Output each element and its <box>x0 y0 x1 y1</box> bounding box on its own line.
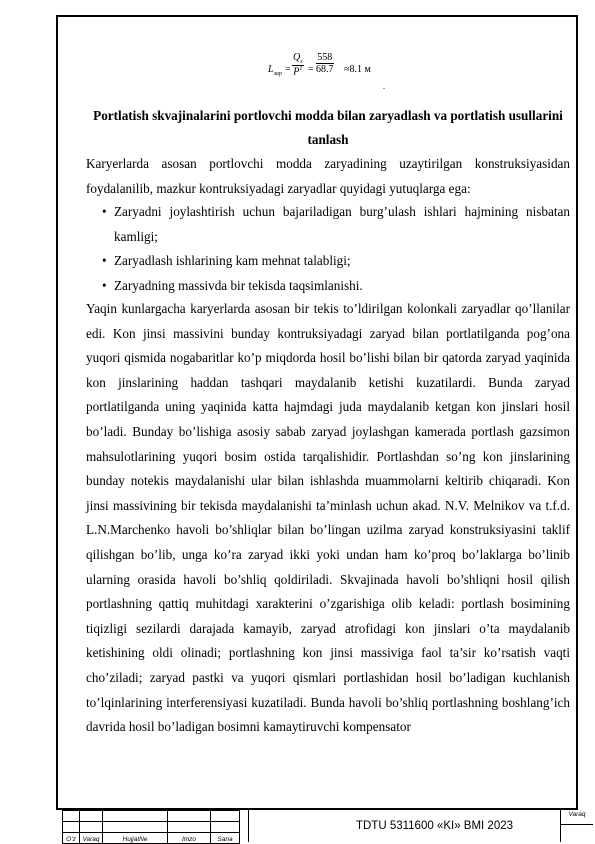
stamp-title: TDTU 5311600 «KI» BMI 2023 <box>248 810 595 842</box>
stamp-col-signature: Imzo <box>168 833 211 844</box>
formula <box>268 50 398 84</box>
formula-dot: . <box>383 82 385 91</box>
stamp-sheet-box <box>560 810 592 842</box>
bullet-icon: • <box>102 277 107 293</box>
bullet-icon: • <box>102 253 107 269</box>
stamp-col-date: Sana <box>211 833 240 844</box>
formula-lhs: $L_{зар}$ <box>268 64 282 77</box>
formula-equals-2: = <box>308 64 314 75</box>
title-block <box>62 810 592 842</box>
stamp-col-change: O’z <box>63 833 80 844</box>
stamp-col-doc: HujjatNe <box>103 833 168 844</box>
formula-fraction-symbolic: $\frac{Q_z}{P^1}$ <box>293 52 303 78</box>
section-heading: Portlatish skvajinalarini portlovchi modda bilan zaryadlash va portlatish usullarini tanlash <box>93 108 563 147</box>
stamp-col-sheet: Varaq <box>80 833 103 844</box>
list-item: • Zaryadni joylashtirish uchun bajariladigan burg’ulash ishlari hajmining nisbatan kamligi; <box>100 200 570 249</box>
stamp-sheet-label: Varaq <box>568 811 586 818</box>
list-item: • Zaryadning massivda bir tekisda taqsimlanishi. <box>100 274 570 299</box>
bullet-icon: • <box>102 204 107 219</box>
intro-paragraph: Karyerlarda asosan portlovchi modda zaryadining uzaytirilgan konstruksiyasidan foydalanilib, mazkur kontruksiyadagi zaryadlar quyidagi yutuqlarga ega: <box>86 156 570 196</box>
formula-result: ≈8.1 м <box>344 64 371 75</box>
advantages-list <box>100 200 570 298</box>
formula-equals: = <box>285 64 291 75</box>
formula-fraction-numeric: $\frac{558}{68.7}$ <box>316 52 334 75</box>
body-paragraph: Yaqin kunlargacha karyerlarda asosan bir tekis to’ldirilgan kolonkali zaryadlar qo’llanilar edi. Kon jinsi massivini bunday kontruksiyadagi zaryad bilan portlatilganda pog’ona yuqori qismida nogabaritlar ko’p miqdorda hosil bo’lishi bilan bir qatorda zaryad yaqinida kon jinslarining haddan tashqari maydalanib ketishi kuzatilardi. Bunda zaryad portlatilganda uning yaqinida katta hajmdagi juda maydalanib ketgan kon jinslari hosil bo’ladi. Bunday bo’lishiga asosiy sabab zaryad joylashgan kamerada portlash gazsimon mahsulotlarining yuqori bosim ostida tarqalishidir. Portlashdan so’ng kon jinslarining bunday notekis maydalanishi ular bilan ishlashda muammolarni keltirib chiqaradi. Kon jinsi massivining bir tekisda maydalanishi ta’minlash uchun akad. N.V. Melnikov va t.f.d. L.N.Marchenko havoli bo’shliqlar bilan bo’lingan uzilma zaryad konstruksiyasini taklif qilishgan bo’lib, unga ko’ra zaryad ikki yoki undan ham ko’proq bo’laklarga bo’linib ularning orasida havoli bo’shliq qoldiriladi. Skvajinada havoli bo’shliqni hosil qilish portlashning qattiq muhitdagi xarakterini o’zgarishiga olib keladi: portlash bosimining tiqizligi sezilardi darajada kamayib, zaryad atrofidagi kon jinslari o’ta maydalanib ketishining oldi olinadi; portlashning kon jinsi massiviga faol ta’sir ko’rsatish vaqti cho’ziladi; zaryad pastki va yuqori qismlari portlashidan hosil bo’ladigan kuchlanish to’lqinlarining interferensiyasi kuzatiladi. Bunda havoli bo’shliq portlashning boshlang’ich davrida hosil bo’ladigan bosimni kamaytiruvchi kompensator <box>86 301 570 735</box>
list-item: • Zaryadlash ishlarining kam mehnat talabligi; <box>100 249 570 274</box>
